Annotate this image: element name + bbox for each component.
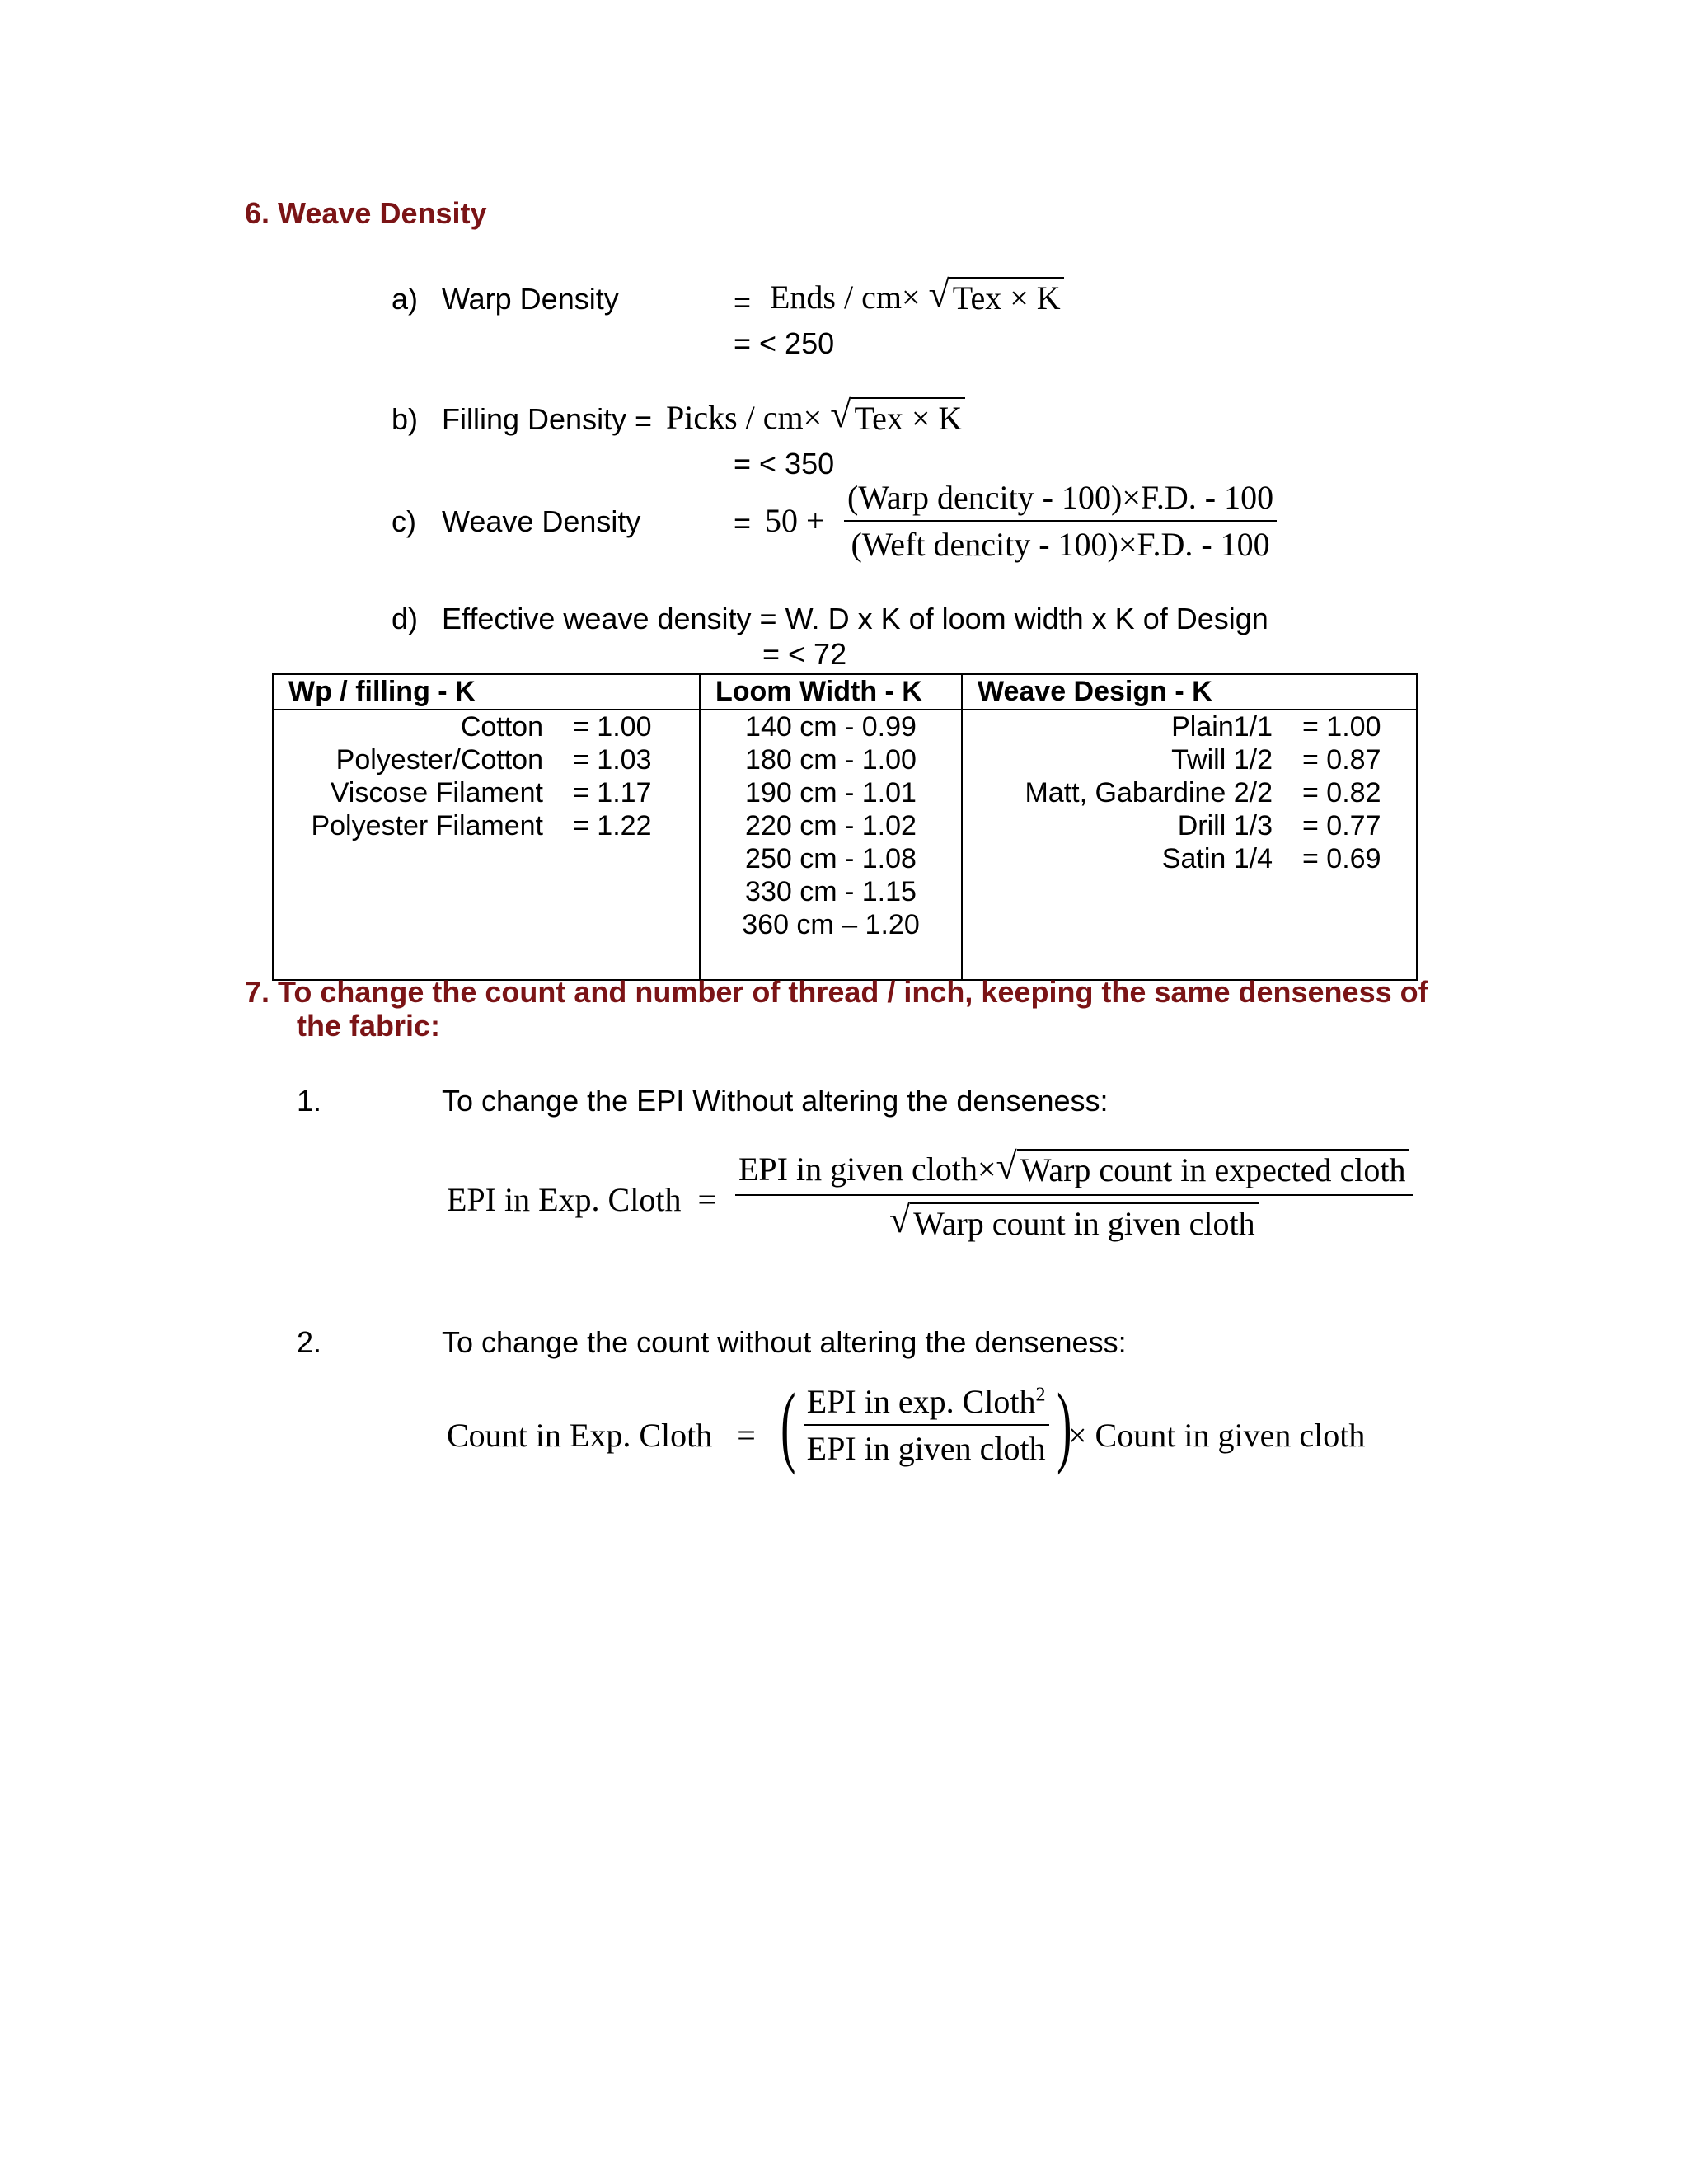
section-6-heading: 6. Weave Density: [245, 196, 487, 230]
fibre-name: Viscose Filament: [330, 777, 543, 808]
filling-formula-lead: Picks / cm×: [666, 399, 823, 436]
loom-width-item: 190 cm - 1.01: [745, 777, 917, 808]
epi-formula-numerator: [735, 1145, 1413, 1196]
design-list: [963, 710, 1416, 875]
header-loom-width: Loom Width - K: [700, 674, 962, 710]
design-value: = 0.87: [1302, 744, 1381, 776]
loom-width-cell: [700, 710, 962, 980]
design-name: Twill 1/2: [1171, 744, 1273, 776]
item-d-label: d): [392, 602, 419, 635]
weave-density-eq: =: [734, 506, 752, 540]
sqrt-symbol: √ Tex × K: [830, 397, 965, 438]
epi-formula-fraction: [735, 1145, 1413, 1243]
fibre-value: = 1.00: [573, 711, 652, 743]
design-name: Satin 1/4: [1161, 843, 1273, 874]
design-name: Plain1/1: [1171, 711, 1273, 743]
count-numerator-exponent: 2: [1035, 1384, 1046, 1406]
loom-width-item: 330 cm - 1.15: [745, 876, 917, 907]
epi-numerator-lead: EPI in given cloth×: [738, 1151, 996, 1188]
design-value: = 1.00: [1302, 711, 1381, 743]
loom-width-item: 140 cm - 0.99: [745, 711, 917, 743]
sqrt-symbol: √ Warp count in expected cloth: [996, 1149, 1409, 1189]
loom-width-item: 180 cm - 1.00: [745, 744, 917, 776]
design-value: = 0.82: [1302, 777, 1381, 808]
design-name: Matt, Gabardine 2/2: [1025, 777, 1273, 808]
count-formula-bracket: [773, 1375, 1079, 1475]
loom-width-item: 220 cm - 1.02: [745, 810, 917, 841]
epi-formula-lhs: EPI in Exp. Cloth =: [447, 1181, 717, 1218]
section-7-heading: 7. To change the count and number of thread / inch, keeping the same denseness of: [245, 975, 1428, 1009]
weave-density-fraction: [844, 478, 1277, 564]
item-2-text: To change the count without altering the denseness:: [442, 1325, 1127, 1359]
sqrt-symbol: √ Warp count in given cloth: [889, 1202, 1259, 1243]
item-1-number: 1.: [297, 1084, 322, 1118]
warp-density-limit: = < 250: [734, 326, 835, 360]
sqrt-symbol: √ Tex × K: [929, 277, 1064, 317]
fibre-name: Polyester/Cotton: [335, 744, 543, 776]
filling-formula-radicand: Tex × K: [851, 397, 965, 438]
epi-numerator-radicand: Warp count in expected cloth: [1017, 1149, 1409, 1189]
warp-density-formula: [770, 273, 1064, 317]
count-formula-tail: × Count in given cloth: [1068, 1417, 1366, 1454]
header-wp-filling: Wp / filling - K: [273, 674, 700, 710]
design-value: = 0.69: [1302, 843, 1381, 874]
item-a-label: a): [392, 282, 419, 316]
fibre-value: = 1.17: [573, 777, 652, 808]
fibre-value: = 1.22: [573, 810, 652, 841]
weave-density-lead: 50 +: [765, 502, 825, 539]
count-formula-numerator: [804, 1382, 1049, 1426]
fibre-name: Cotton: [460, 711, 543, 743]
fibre-name: Polyester Filament: [311, 810, 543, 841]
warp-density-eq: =: [734, 285, 752, 319]
section-7-heading-continued: the fabric:: [297, 1009, 441, 1043]
warp-formula-radicand: Tex × K: [950, 277, 1064, 317]
weave-density-denominator: (Weft dencity - 100)×F.D. - 100: [851, 526, 1270, 563]
filling-density-formula: [666, 393, 965, 438]
epi-formula-denominator: [886, 1196, 1262, 1243]
count-formula-lhs: Count in Exp. Cloth =: [447, 1417, 756, 1454]
count-numerator-text: EPI in exp. Cloth: [806, 1383, 1036, 1420]
weave-density-numerator: (Warp dencity - 100)×F.D. - 100: [844, 478, 1277, 522]
filling-density-limit: = < 350: [734, 447, 835, 480]
item-1-text: To change the EPI Without altering the denseness:: [442, 1084, 1109, 1118]
item-2-number: 2.: [297, 1325, 322, 1359]
effective-weave-density-limit: = < 72: [762, 637, 847, 671]
fibre-cell: [273, 710, 700, 980]
loom-width-item: 360 cm – 1.20: [742, 909, 920, 940]
item-c-label: c): [392, 504, 416, 538]
weave-design-cell: [962, 710, 1417, 980]
loom-width-item: 250 cm - 1.08: [745, 843, 917, 874]
table-row: [273, 710, 1417, 980]
filling-density-title: Filling Density: [442, 402, 627, 436]
warp-density-title: Warp Density: [442, 282, 619, 316]
effective-weave-density-text: Effective weave density = W. D x K of loom width x K of Design: [442, 602, 1268, 635]
left-paren: (: [781, 1375, 796, 1475]
table-header-row: [273, 674, 1417, 710]
epi-denominator-radicand: Warp count in given cloth: [910, 1202, 1258, 1243]
weave-density-title: Weave Density: [442, 504, 641, 538]
design-value: = 0.77: [1302, 810, 1381, 841]
filling-density-eq: =: [635, 404, 653, 438]
count-formula-denominator: EPI in given cloth: [806, 1430, 1046, 1467]
right-paren: ): [1056, 1375, 1072, 1475]
item-b-label: b): [392, 402, 419, 436]
k-factor-table: [272, 673, 1418, 981]
warp-formula-lead: Ends / cm×: [770, 279, 921, 316]
fibre-list: [274, 710, 699, 842]
header-weave-design: Weave Design - K: [962, 674, 1417, 710]
design-name: Drill 1/3: [1177, 810, 1273, 841]
fibre-value: = 1.03: [573, 744, 652, 776]
